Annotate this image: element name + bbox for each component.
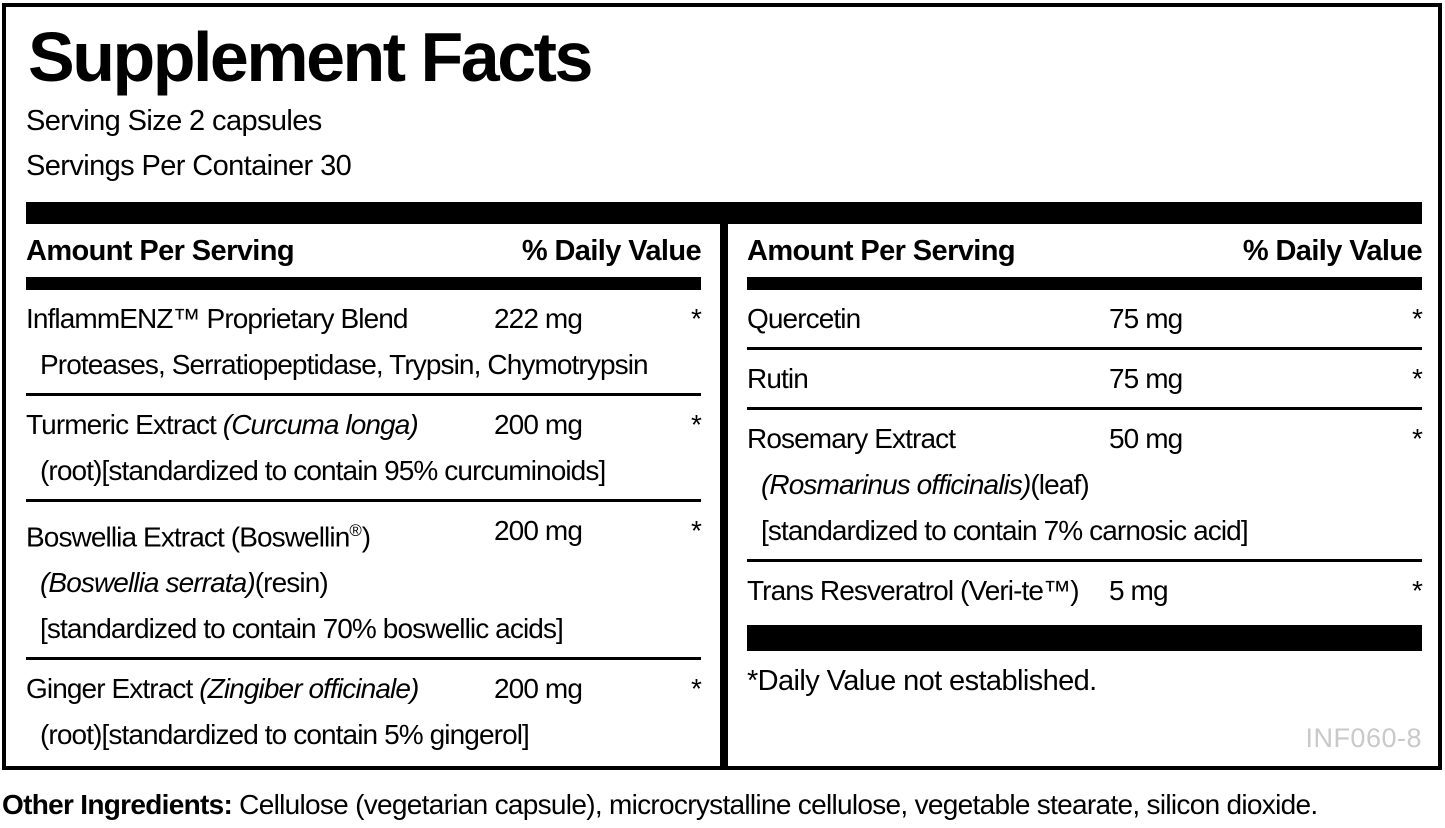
ingredient-amount: 200 mg [494, 515, 582, 546]
serving-size: Serving Size 2 capsules [26, 105, 322, 137]
ingredient-row-boswellia [26, 502, 701, 660]
ingredient-amount: 222 mg [494, 303, 582, 334]
ingredient-subline: (root)[standardized to contain 95% curcuminoids] [40, 455, 606, 486]
servings-per-container: Servings Per Container 30 [26, 150, 352, 182]
serving-info [26, 99, 1422, 189]
product-code: INF060-8 [1305, 723, 1422, 753]
other-ingredients [2, 784, 1443, 826]
supplement-facts-label [2, 3, 1442, 770]
header-divider-bar [747, 277, 1422, 290]
ingredient-name: Rutin [747, 363, 808, 394]
ingredient-amount: 5 mg [1109, 575, 1168, 606]
amount-per-serving-header: Amount Per Serving [26, 235, 294, 267]
ingredient-daily-value: * [1412, 363, 1422, 394]
left-column-header [26, 224, 701, 277]
right-column-header [747, 224, 1422, 277]
facts-table [26, 224, 1422, 766]
ingredient-daily-value: * [691, 303, 701, 334]
ingredient-daily-value: * [691, 673, 701, 705]
ingredient-row-ginger [26, 660, 701, 763]
column-divider [720, 224, 728, 766]
ingredient-name: Boswellia Extract (Boswellin®) [26, 521, 371, 553]
ingredient-name: Ginger Extract (Zingiber officinale) [26, 673, 419, 705]
other-ingredients-text: Cellulose (vegetarian capsule), microcrystalline cellulose, vegetable stearate, silicon dioxide. [232, 789, 1318, 820]
ingredient-row-rosemary [747, 410, 1422, 562]
right-column [747, 224, 1422, 766]
ingredient-name: Turmeric Extract (Curcuma longa) [26, 409, 418, 440]
top-divider-bar [26, 202, 1422, 224]
ingredient-name: Rosemary Extract [747, 423, 956, 454]
ingredient-subline: (root)[standardized to contain 5% gingerol] [40, 719, 529, 751]
daily-value-footnote: *Daily Value not established. [747, 665, 1097, 697]
end-divider-bar [747, 625, 1422, 651]
page-title: Supplement Facts [28, 18, 591, 96]
ingredient-amount: 200 mg [494, 673, 582, 705]
other-ingredients-label: Other Ingredients: [2, 789, 233, 820]
ingredient-daily-value: * [691, 515, 701, 546]
ingredient-row-turmeric [26, 396, 701, 502]
ingredient-daily-value: * [1412, 575, 1422, 606]
daily-value-header: % Daily Value [521, 235, 701, 267]
daily-value-header: % Daily Value [1242, 235, 1422, 267]
ingredient-amount: 75 mg [1109, 303, 1183, 334]
ingredient-name: Quercetin [747, 303, 861, 334]
amount-per-serving-header: Amount Per Serving [747, 235, 1015, 267]
ingredient-daily-value: * [691, 409, 701, 440]
left-column [26, 224, 701, 766]
ingredient-daily-value: * [1412, 423, 1422, 454]
ingredient-subline: Proteases, Serratiopeptidase, Trypsin, Chymotrypsin [40, 349, 648, 380]
ingredient-row-trans-resveratrol [747, 562, 1422, 619]
ingredient-amount: 200 mg [494, 409, 582, 440]
ingredient-amount: 50 mg [1109, 423, 1183, 454]
ingredient-row-rutin [747, 350, 1422, 410]
ingredient-row-quercetin [747, 290, 1422, 350]
ingredient-name: Trans Resveratrol (Veri-te™) [747, 575, 1079, 606]
registered-mark: ® [349, 521, 362, 540]
header-divider-bar [26, 277, 701, 290]
ingredient-daily-value: * [1412, 303, 1422, 334]
ingredient-subline: [standardized to contain 70% boswellic acids] [40, 613, 563, 645]
ingredient-subline: [standardized to contain 7% carnosic acid] [761, 515, 1248, 546]
ingredient-row-inflammenz [26, 290, 701, 396]
ingredient-subline: (Rosmarinus officinalis)(leaf) [761, 469, 1089, 500]
ingredient-subline: (Boswellia serrata)(resin) [40, 567, 328, 599]
ingredient-name: InflammENZ™ Proprietary Blend [26, 303, 408, 334]
ingredient-amount: 75 mg [1109, 363, 1183, 394]
